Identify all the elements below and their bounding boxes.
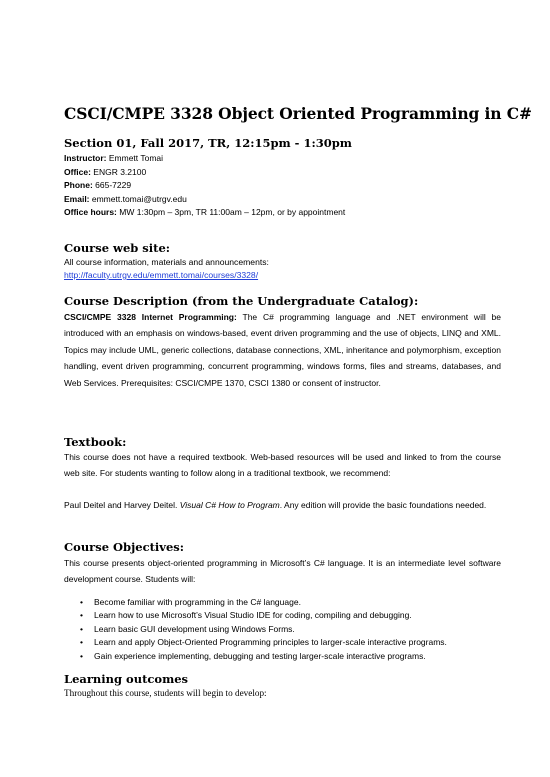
instructor-line [64, 152, 501, 166]
web-body [64, 256, 501, 282]
info-label: Email: [64, 193, 90, 204]
list-item [64, 609, 501, 622]
info-label: Phone: [64, 180, 93, 191]
objectives-list-block [64, 596, 501, 663]
bullet-icon: • [80, 610, 83, 621]
info-value: 665-7229 [92, 180, 132, 191]
bullet-icon: • [80, 623, 83, 634]
info-value: ENGR 3.2100 [90, 166, 147, 177]
textbook-title: Visual C# How to Program [179, 500, 280, 510]
objective-text: Gain experience implementing, debugging and testing larger-scale interactive programs. [94, 650, 426, 661]
web-text: All course information, materials and announcements: [64, 257, 269, 267]
office-hours-line [64, 206, 501, 220]
objectives-section [64, 540, 501, 554]
outcomes-text: Throughout this course, students will begin to develop: [64, 688, 267, 698]
objectives-intro: This course presents object-oriented programming in Microsoft’s C# language. It is an intermediate level software development course. Students will: [64, 558, 501, 585]
info-value: Emmett Tomai [106, 153, 164, 163]
description-section [64, 294, 501, 308]
objective-text: Learn basic GUI development using Windows Forms. [94, 623, 295, 634]
description-heading: Course Description (from the Undergraduate Catalog): [64, 294, 419, 308]
objectives-list [64, 596, 501, 663]
textbook-section [64, 435, 501, 449]
info-label: Instructor: [64, 153, 107, 163]
email-line [64, 193, 501, 207]
course-title: CSCI/CMPE 3328 Object Oriented Programming in C# [64, 104, 532, 123]
web-heading: Course web site: [64, 241, 171, 255]
description-body [64, 309, 501, 391]
objectives-heading: Course Objectives: [64, 540, 184, 554]
objective-text: Become familiar with programming in the C# language. [94, 597, 301, 607]
office-line [64, 166, 501, 180]
objective-text: Learn and apply Object-Oriented Programming principles to larger-scale interactive programs. [94, 637, 447, 648]
list-item [64, 623, 501, 636]
section-heading: Section 01, Fall 2017, TR, 12:15pm - 1:30pm [64, 136, 352, 150]
list-item [64, 596, 501, 609]
info-label: Office: [64, 166, 91, 177]
textbook-citation [64, 497, 501, 513]
bullet-icon: • [80, 637, 83, 648]
list-item [64, 636, 501, 649]
bullet-icon: • [80, 597, 83, 607]
outcomes-section [64, 672, 501, 686]
section-block [64, 136, 501, 150]
outcomes-heading: Learning outcomes [64, 672, 189, 686]
textbook-heading: Textbook: [64, 435, 127, 449]
info-value: MW 1:30pm – 3pm, TR 11:00am – 12pm, or by appointment [116, 207, 346, 218]
course-title-block [64, 104, 532, 123]
bullet-icon: • [80, 650, 83, 661]
phone-line [64, 179, 501, 193]
description-lead: CSCI/CMPE 3328 Internet Programming: [64, 312, 237, 322]
textbook-authors: Paul Deitel and Harvey Deitel. [64, 500, 180, 510]
info-value: emmett.tomai@utrgv.edu [89, 193, 187, 204]
web-section [64, 241, 501, 255]
info-label: Office hours: [64, 207, 117, 218]
list-item [64, 650, 501, 663]
description-text: The C# programming language and .NET environment will be introduced with an emphasis on windows-based, event driven programming and the use of objects, LINQ and XML. Topics may include UML, generic collections, database connections, XML, inheritance and polymorphism, exception handling, event driven programming, concurrent programming, windows forms, files and streams, databases, and Web Services. Prerequisites: CSCI/CMPE 1370, CSCI 1380 or consent of instructor. [64, 312, 502, 388]
textbook-note: . Any edition will provide the basic foundations needed. [279, 500, 487, 510]
course-web-link[interactable]: http://faculty.utrgv.edu/emmett.tomai/courses/3328/ [64, 270, 259, 280]
objective-text: Learn how to use Microsoft’s Visual Studio IDE for coding, compiling and debugging. [94, 610, 412, 621]
textbook-para: This course does not have a required textbook. Web-based resources will be used and linked to from the course web site. For students wanting to follow along in a traditional textbook, we recommend: [64, 452, 501, 479]
instructor-info [64, 152, 501, 220]
